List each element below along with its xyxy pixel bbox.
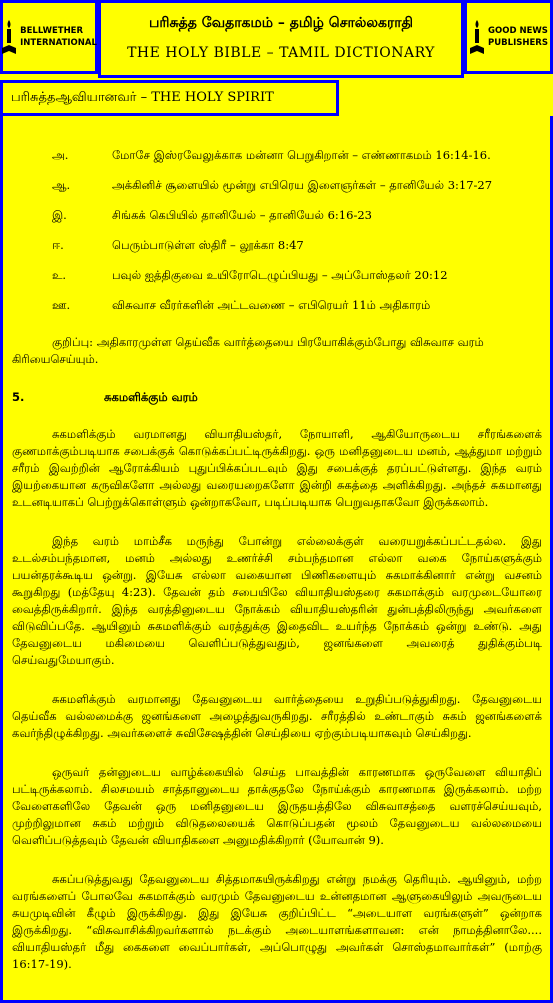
- content: [12, 148, 542, 995]
- note: குறிப்பு: அதிகாரமுள்ள தெய்வீக வார்த்தையை பிரயோகிக்கும்போது விசுவாச வரம் கிரியைசெய்யும்.: [12, 335, 484, 366]
- list-marker: ஊ.: [52, 298, 71, 312]
- title-tamil: பரிசுத்த வேதாகமம் – தமிழ் சொல்லகராதி: [149, 15, 413, 31]
- paragraph: ஒருவர் தன்னுடைய வாழ்க்கையில் செய்த பாவத்தின் காரணமாக ஒருவேளை வியாதிப் பட்டிருக்கலாம். சிலசமயம் சாத்தானுடைய தாக்குதலே நோய்க்கும் காரணமாக இருக்கலாம். மற்ற வேளைகளிலே தேவன் ஒரு மனிதனுடைய இருதயத்திலே விசுவாசத்தை வளரச்செய்யவும், முற்றிலுமான சுகம் மற்றும் விடுதலையைக் கொடுப்பதன் மூலம் தேவனுடைய வல்லமையை வெளிப்படுத்தவும் தேவன் வியாதிகளை அனுமதிக்கிறார் (யோவான் 9).: [12, 765, 542, 847]
- left-logo: [0, 0, 98, 74]
- paragraph: சுகப்படுத்துவது தேவனுடைய சித்தமாகயிருக்கிறது என்று நமக்கு தெரியும். ஆயினும், மற்ற வரங்களைப் போலவே சுகமாக்கும் வரமும் தேவனுடைய உன்னதமான ஆளுகையிலும் அவருடைய சுயமுடிவின் கீழும் இருக்கிறது. இது இயேசு குறிப்பிட்ட “அடையாள வரங்களுள்” ஒன்றாக இருக்கிறது. “விசுவாசிக்கிறவர்களால் நடக்கும் அடையாளங்களாவன: என் நாமத்தினாலே.... வியாதியஸ்தர் மீது கைகளை வைப்பார்கள், அப்பொழுது அவர்கள் சொஸ்தமாவார்கள்” (மாற்கு 16:17-19).: [12, 872, 542, 971]
- paragraph: சுகமளிக்கும் வரமானது தேவனுடைய வார்த்தையை உறுதிப்படுத்துகிறது. தேவனுடைய தெய்வீக வல்லமைக்கு ஜனங்களை அழைத்துவருகிறது. சரீரத்தில் உண்டாகும் சுகம் ஜனங்களைக் கவர்ந்திழுக்கிறது. அவர்களைச் சுவிசேஷத்தின் செய்தியை ஏற்கும்படியாகவும் செய்கிறது.: [12, 692, 542, 740]
- header: [0, 0, 553, 80]
- book-candle-icon: [1, 18, 17, 56]
- list-marker: இ.: [52, 208, 67, 222]
- list-marker: அ.: [52, 148, 69, 162]
- right-logo-text: GOOD NEWS PUBLISHERS: [488, 26, 548, 48]
- section-title: சுகமளிக்கும் வரம்: [104, 390, 198, 404]
- section-label-sep: –: [140, 90, 148, 105]
- list-item: [12, 208, 542, 238]
- list-item: [12, 268, 542, 298]
- list-text: அக்கினிச் சூளையில் மூன்று எபிரெய இளைஞர்கள் – தானியேல் 3:17-27: [112, 178, 493, 192]
- section-label-english: THE HOLY SPIRIT: [151, 90, 274, 105]
- list-text: பெரும்பாடுள்ள ஸ்திரீ – லூக்கா 8:47: [112, 238, 304, 252]
- right-logo: [464, 0, 553, 74]
- title-english: THE HOLY BIBLE – TAMIL DICTIONARY: [127, 45, 435, 61]
- list-text: சிங்கக் கெபியில் தானியேல் – தானியேல் 6:16-23: [112, 208, 372, 222]
- list-item: [12, 298, 542, 328]
- book-candle-icon: [469, 18, 485, 56]
- section-label-tamil: பரிசுத்தஆவியானவர்: [11, 90, 137, 105]
- list-text: விசுவாச வீரர்களின் அட்டவணை – எபிரெயர் 11ம் அதிகாரம்: [112, 298, 431, 312]
- list-marker: ஈ.: [52, 238, 64, 252]
- paragraph: சுகமளிக்கும் வரமானது வியாதியஸ்தர், நோயாளி, ஆகியோருடைய சரீரங்களைக் குணமாக்கும்படியாக சபைக்குக் கொடுக்கப்பட்டிருக்கிறது. ஒரு மனிதனுடைய மனம், ஆத்துமா மற்றும் சரீரம் இவற்றின் ஆரோக்கியம் புதுப்பிக்கப்படவும் இது சபைக்குத் தரப்பட்டுள்ளது. இந்த வரம் இயற்கையான கருவிகளோ அல்லது வரையறைகளோ இன்றி சுகத்தை அளிக்கிறது. அந்தச் சுகமானது உடனடியாகப் பெற்றுக்கொள்ளும் ஒன்றாகவோ, படிப்படியாக பெறுவதாகவோ இருக்கலாம்.: [12, 427, 542, 509]
- list-text: பவுல் ஐத்திகுவை உயிரோடெழுப்பியது – அப்போஸ்தலர் 20:12: [112, 268, 448, 282]
- list-item: [12, 178, 542, 208]
- section-heading: [12, 390, 542, 406]
- paragraph: இந்த வரம் மாம்சீக மருந்து போன்று எல்லைக்குள் வரையறுக்கப்பட்டதல்ல. இது உடல்சம்பந்தமான, மனம் அல்லது உணர்ச்சி சம்பந்தமான எல்லா வகை நோய்களுக்கும் பயன்தரக்கூடிய ஒன்று. இயேசு எல்லா வகையான பிணிகளையும் சுகமாக்கினார் என்று வசனம் கூறுகிறது (மத்தேயு 4:23). தேவன் தம் சபையிலே வியாதியஸ்தரை சுகமாக்கும் வரமுடையோரை வைத்திருக்கிறார். இந்த வரத்தினுடைய நோக்கம் வியாதியஸ்தரின் துன்பத்திலிருந்து அவர்களை விடுவிப்பதே. ஆயினும் சுகமளிக்கும் வரத்துக்கு இதைவிட உயர்ந்த நோக்கம் ஒன்று உண்டு. அது தேவனுடைய மகிமையை வெளிப்படுத்துவதும், ஜனங்களை அவரைத் துதிக்கும்படி செய்வதுமேயாகும்.: [12, 534, 542, 667]
- title-box: [98, 0, 464, 78]
- list-marker: ஆ.: [52, 178, 71, 192]
- section-number: 5.: [12, 390, 25, 404]
- list-marker: உ.: [52, 268, 67, 282]
- list-item: [12, 238, 542, 268]
- list-item: [12, 148, 542, 178]
- section-label: [0, 80, 339, 116]
- list-text: மோசே இஸ்ரவேலுக்காக மன்னா பெறுகிறான் – எண்ணாகமம் 16:14-16.: [112, 148, 491, 162]
- left-logo-text: BELLWETHER INTERNATIONAL: [20, 26, 97, 48]
